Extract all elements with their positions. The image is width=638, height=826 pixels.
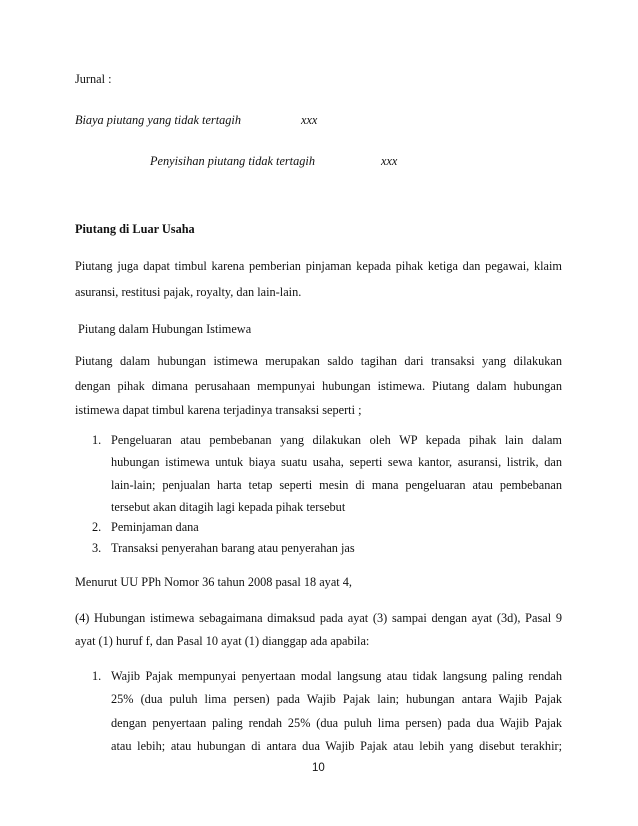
list-item-line: atau lebih; atau hubungan di antara dua Wajib Pajak atau lebih yang disebut terakhir; [111, 739, 562, 753]
jurnal-credit-amount: xxx [381, 154, 398, 168]
jurnal-title: Jurnal : [75, 72, 112, 86]
list-number: 1. [92, 669, 102, 683]
paragraph-line: istimewa dapat timbul karena terjadinya transaksi seperti ; [75, 403, 362, 417]
jurnal-debit-account: Biaya piutang yang tidak tertagih [75, 113, 241, 127]
paragraph-line: Piutang dalam hubungan istimewa merupakan saldo tagihan dari transaksi yang dilakukan [75, 354, 562, 368]
list-item-line: Peminjaman dana [111, 520, 199, 534]
list-item-line: hubungan istimewa untuk biaya suatu usaha, seperti sewa kantor, asuransi, listrik, dan [111, 455, 562, 469]
paragraph-menurut-uu: Menurut UU PPh Nomor 36 tahun 2008 pasal 18 ayat 4, [75, 575, 352, 589]
list-item-line: tersebut akan ditagih lagi kepada pihak tersebut [111, 500, 346, 514]
subheading-hubungan-istimewa: Piutang dalam Hubungan Istimewa [78, 322, 252, 336]
list-item-line: Wajib Pajak mempunyai penyertaan modal langsung atau tidak langsung paling rendah [111, 669, 562, 683]
jurnal-credit-account: Penyisihan piutang tidak tertagih [150, 154, 315, 168]
list-number: 2. [92, 520, 102, 534]
paragraph-line: Piutang juga dapat timbul karena pemberian pinjaman kepada pihak ketiga dan pegawai, klaim [75, 259, 562, 273]
jurnal-debit-amount: xxx [301, 113, 318, 127]
paragraph-line: (4) Hubungan istimewa sebagaimana dimaksud pada ayat (3) sampai dengan ayat (3d), Pasal 9 [75, 611, 562, 625]
list-number: 1. [92, 433, 102, 447]
list-item-line: Pengeluaran atau pembebanan yang dilakukan oleh WP kepada pihak lain dalam [111, 433, 562, 447]
list-number: 3. [92, 541, 102, 555]
paragraph-line: dengan pihak dimana perusahaan mempunyai hubungan istimewa. Piutang dalam hubungan [75, 379, 562, 393]
list-item-line: dengan penyertaan paling rendah 25% (dua puluh lima persen) pada dua Wajib Pajak [111, 716, 562, 730]
list-item-line: lain-lain; penjualan harta tetap seperti mesin di mana pengeluaran atau pembebanan [111, 478, 562, 492]
paragraph-line: asuransi, restitusi pajak, royalty, dan lain-lain. [75, 285, 302, 299]
page-number: 10 [312, 762, 325, 774]
list-item-line: 25% (dua puluh lima persen) pada Wajib Pajak lain; hubungan antara Wajib Pajak [111, 692, 562, 706]
list-item-line: Transaksi penyerahan barang atau penyerahan jas [111, 541, 355, 555]
heading-piutang-luar-usaha: Piutang di Luar Usaha [75, 222, 195, 236]
paragraph-line: ayat (1) huruf f, dan Pasal 10 ayat (1) dianggap ada apabila: [75, 634, 370, 648]
